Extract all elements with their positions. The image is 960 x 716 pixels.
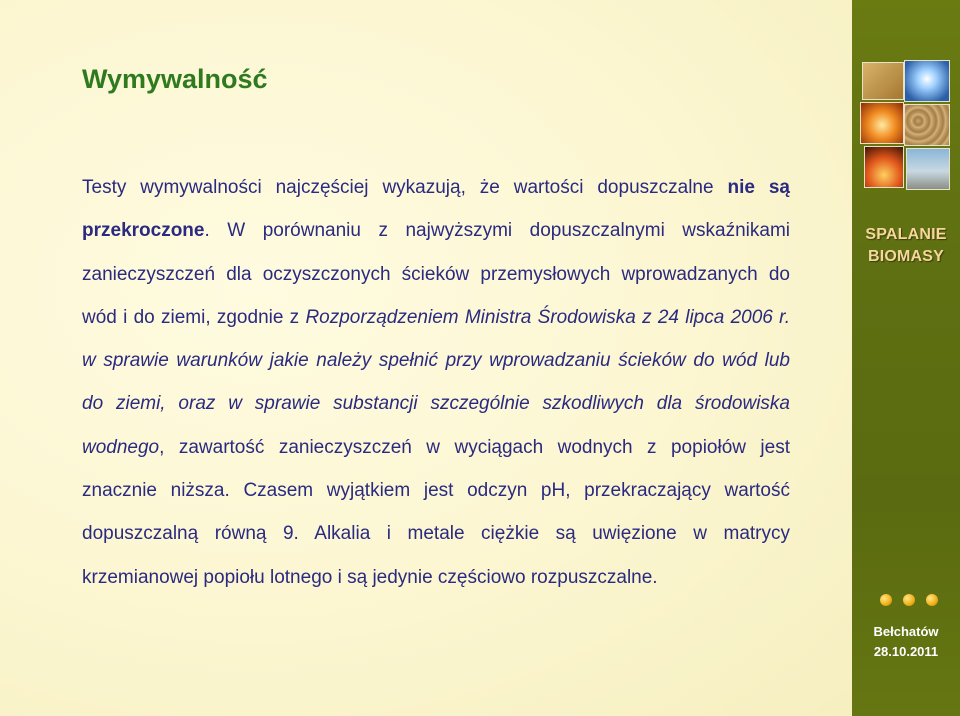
- body-text-bold: nie są przekroczone: [82, 177, 790, 242]
- decorative-dots: [876, 594, 946, 608]
- dot-icon: [880, 594, 892, 606]
- fire-photo-tile: [864, 146, 904, 188]
- slide-body-paragraph: [82, 166, 790, 599]
- sidebar-title: [852, 224, 960, 268]
- flame-photo-tile: [860, 102, 904, 144]
- sidebar-title-line: BIOMASY: [867, 248, 945, 265]
- lightbulb-photo-tile: [904, 60, 950, 102]
- power-plant-photo-tile: [906, 148, 950, 190]
- body-text-italic-regulation: Rozporządzeniem Ministra Środowiska z 24 lipca 2006 r. w sprawie warunków jakie należy spełnić przy wprowadzaniu ścieków do wód lub do ziemi, oraz w sprawie substancji szczególnie szkodliwych dla środowiska wodnego: [82, 306, 790, 458]
- body-text-part: . W porównaniu z najwyższymi dopuszczalnymi wskaźnikami zanieczyszczeń dla oczyszczonych ścieków przemysłowych wprowadzanych do wód i do ziemi, zgodnie z: [82, 220, 790, 328]
- dot-icon: [926, 594, 938, 606]
- logs-photo-tile: [904, 104, 950, 146]
- sidebar-title-line: SPALANIE: [865, 226, 947, 243]
- body-text-part: Testy wymywalności najczęściej wykazują, że wartości dopuszczalne: [82, 177, 728, 198]
- event-city: Bełchatów: [873, 624, 939, 639]
- biomass-photo-collage: [860, 60, 950, 190]
- event-date: 28.10.2011: [873, 644, 939, 659]
- wheat-photo-tile: [862, 62, 904, 100]
- body-text-part: , zawartość zanieczyszczeń w wyciągach wodnych z popiołów jest znacznie niższa. Czasem wyjątkiem jest odczyn pH, przekraczający wartość dopuszczalną równą 9. Alkalia i metale ciężkie są uwięzione w matrycy krzemianowej popiołu lotnego i są jedynie częściowo rozpuszczalne.: [82, 436, 790, 588]
- slide-title: Wymywalność: [82, 64, 268, 94]
- dot-icon: [903, 594, 915, 606]
